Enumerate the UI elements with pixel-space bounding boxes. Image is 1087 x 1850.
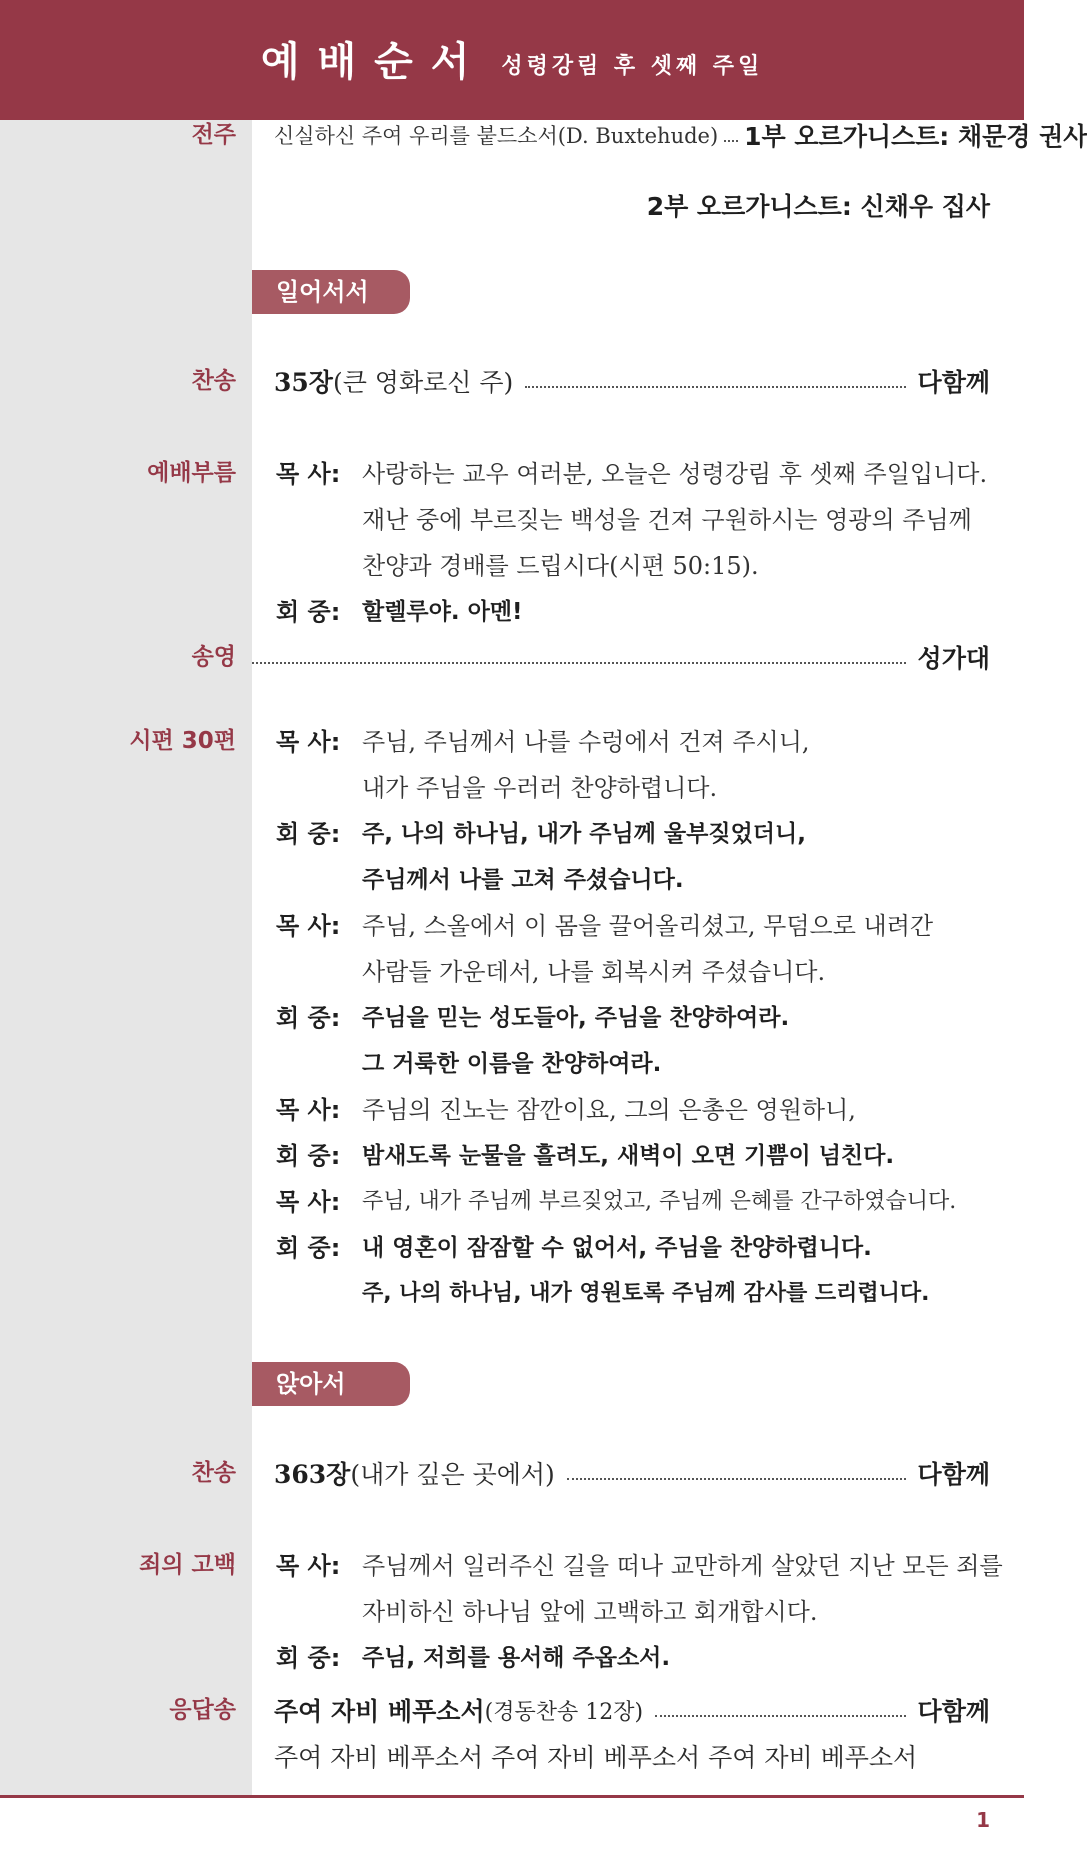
pastor-text: 주님, 스올에서 이 몸을 끌어올리셨고, 무덤으로 내려간 <box>362 912 934 940</box>
label-hymn-2: 찬송 <box>191 1460 236 1486</box>
pastor-line <box>276 903 1000 949</box>
pastor-text: 내가 주님을 우러러 찬양하렵니다. <box>362 774 718 802</box>
pastor-line <box>276 719 1000 765</box>
pastor-line <box>276 1179 1000 1225</box>
pastor-text: 자비하신 하나님 앞에 고백하고 회개합시다. <box>362 1598 818 1626</box>
congregation-line <box>276 1635 1000 1681</box>
congregation-tag: 회 중: <box>276 1004 341 1032</box>
prelude-piece: 신실하신 주여 우리를 붙드소서(D. Buxtehude) <box>274 124 719 148</box>
stand-badge: 일어서서 <box>252 270 410 314</box>
response-source: (경동찬송 12장) <box>484 1699 644 1725</box>
congregation-tag: 회 중: <box>276 1644 341 1672</box>
pastor-tag: 목 사: <box>276 728 341 756</box>
dot-leader <box>252 662 906 664</box>
congregation-text: 주님, 저희를 용서해 주옵소서. <box>362 1645 671 1671</box>
prelude-line-2 <box>274 182 990 228</box>
hymn-2-performer: 다함께 <box>917 1460 990 1489</box>
label-anthem: 송영 <box>191 644 236 670</box>
congregation-line <box>276 811 1000 857</box>
congregation-line <box>276 995 1000 1041</box>
congregation-line <box>276 589 1000 635</box>
congregation-tag: 회 중: <box>276 820 341 848</box>
pastor-text: 주님의 진노는 잠깐이요, 그의 은총은 영원하니, <box>362 1096 856 1124</box>
pastor-text: 찬양과 경배를 드립시다(시편 50:15). <box>362 552 759 580</box>
confession <box>276 1543 1003 1681</box>
pastor-text: 사람들 가운데서, 나를 회복시켜 주셨습니다. <box>362 958 826 986</box>
pastor-text: 주님, 주님께서 나를 수렁에서 건져 주시니, <box>362 728 810 756</box>
hymn-1-title: (큰 영화로신 주) <box>332 368 514 397</box>
congregation-text: 내 영혼이 잠잠할 수 없어서, 주님을 찬양하렵니다. <box>362 1235 872 1261</box>
congregation-text: 주님을 믿는 성도들아, 주님을 찬양하여라. <box>362 1005 790 1031</box>
header-banner <box>0 0 1024 120</box>
dot-leader <box>567 1478 906 1480</box>
pastor-text: 사랑하는 교우 여러분, 오늘은 성령강림 후 셋째 주일입니다. <box>362 460 988 488</box>
dot-leader <box>525 386 905 388</box>
pastor-tag: 목 사: <box>276 912 341 940</box>
pastor-text: 재난 중에 부르짖는 백성을 건져 구원하시는 영광의 주님께 <box>362 506 972 534</box>
label-call-to-worship: 예배부름 <box>147 460 236 486</box>
label-response-song: 응답송 <box>169 1697 236 1723</box>
pastor-text: 주님께서 일러주신 길을 떠나 교만하게 살았던 지난 모든 죄를 <box>362 1552 1003 1580</box>
congregation-text: 주, 나의 하나님, 내가 주님께 울부짖었더니, <box>362 821 806 847</box>
congregation-text: 할렐루야. 아멘! <box>362 599 523 625</box>
anthem-line <box>252 634 990 680</box>
footer-rule <box>0 1795 1024 1798</box>
congregation-tag: 회 중: <box>276 598 341 626</box>
congregation-text: 주, 나의 하나님, 내가 영원토록 주님께 감사를 드리렵니다. <box>362 1281 930 1306</box>
hymn-1-line <box>274 358 990 404</box>
congregation-text: 그 거룩한 이름을 찬양하여라. <box>362 1051 662 1077</box>
pastor-line <box>276 1543 1003 1589</box>
congregation-text: 밤새도록 눈물을 흘려도, 새벽이 오면 기쁨이 넘친다. <box>362 1143 895 1169</box>
hymn-2-line <box>274 1450 990 1496</box>
pastor-line <box>276 1087 1000 1133</box>
label-confession: 죄의 고백 <box>139 1552 236 1578</box>
pastor-tag: 목 사: <box>276 460 341 488</box>
prelude-line <box>274 112 1087 158</box>
pastor-tag: 목 사: <box>276 1096 341 1124</box>
psalm-reading <box>276 719 1000 1317</box>
organist-2: 2부 오르가니스트: 신채우 집사 <box>646 192 990 221</box>
congregation-text: 주님께서 나를 고쳐 주셨습니다. <box>362 867 684 893</box>
sit-badge: 앉아서 <box>252 1362 410 1406</box>
page-number: 1 <box>976 1808 990 1832</box>
response-title: 주여 자비 베푸소서 <box>274 1697 485 1726</box>
label-prelude: 전주 <box>191 122 236 148</box>
response-lyric-line <box>274 1733 990 1779</box>
pastor-tag: 목 사: <box>276 1552 341 1580</box>
label-psalm: 시편 30편 <box>129 728 236 754</box>
response-lyric: 주여 자비 베푸소서 주여 자비 베푸소서 주여 자비 베푸소서 <box>274 1743 918 1772</box>
congregation-line <box>276 1225 1000 1271</box>
pastor-tag: 목 사: <box>276 1188 341 1216</box>
anthem-performer: 성가대 <box>917 644 990 673</box>
organist-1: 1부 오르가니스트: 채문경 권사 <box>744 122 1087 151</box>
hymn-1-performer: 다함께 <box>917 368 990 397</box>
pastor-line <box>276 451 1000 497</box>
hymn-2-number: 363장 <box>274 1460 351 1489</box>
response-performer: 다함께 <box>917 1697 990 1726</box>
page-subtitle: 성령강림 후 셋째 주일 <box>501 53 764 79</box>
congregation-tag: 회 중: <box>276 1142 341 1170</box>
hymn-1-number: 35장 <box>274 368 333 397</box>
dot-leader <box>724 140 738 142</box>
dot-leader <box>655 1715 906 1717</box>
congregation-tag: 회 중: <box>276 1234 341 1262</box>
hymn-2-title: (내가 깊은 곳에서) <box>350 1460 555 1489</box>
congregation-line <box>276 1133 1000 1179</box>
label-hymn-1: 찬송 <box>191 368 236 394</box>
response-line <box>274 1687 990 1733</box>
pastor-text: 주님, 내가 주님께 부르짖었고, 주님께 은혜를 간구하였습니다. <box>362 1189 957 1214</box>
page-title: 예배순서 <box>260 38 488 85</box>
call-to-worship <box>276 451 1000 635</box>
